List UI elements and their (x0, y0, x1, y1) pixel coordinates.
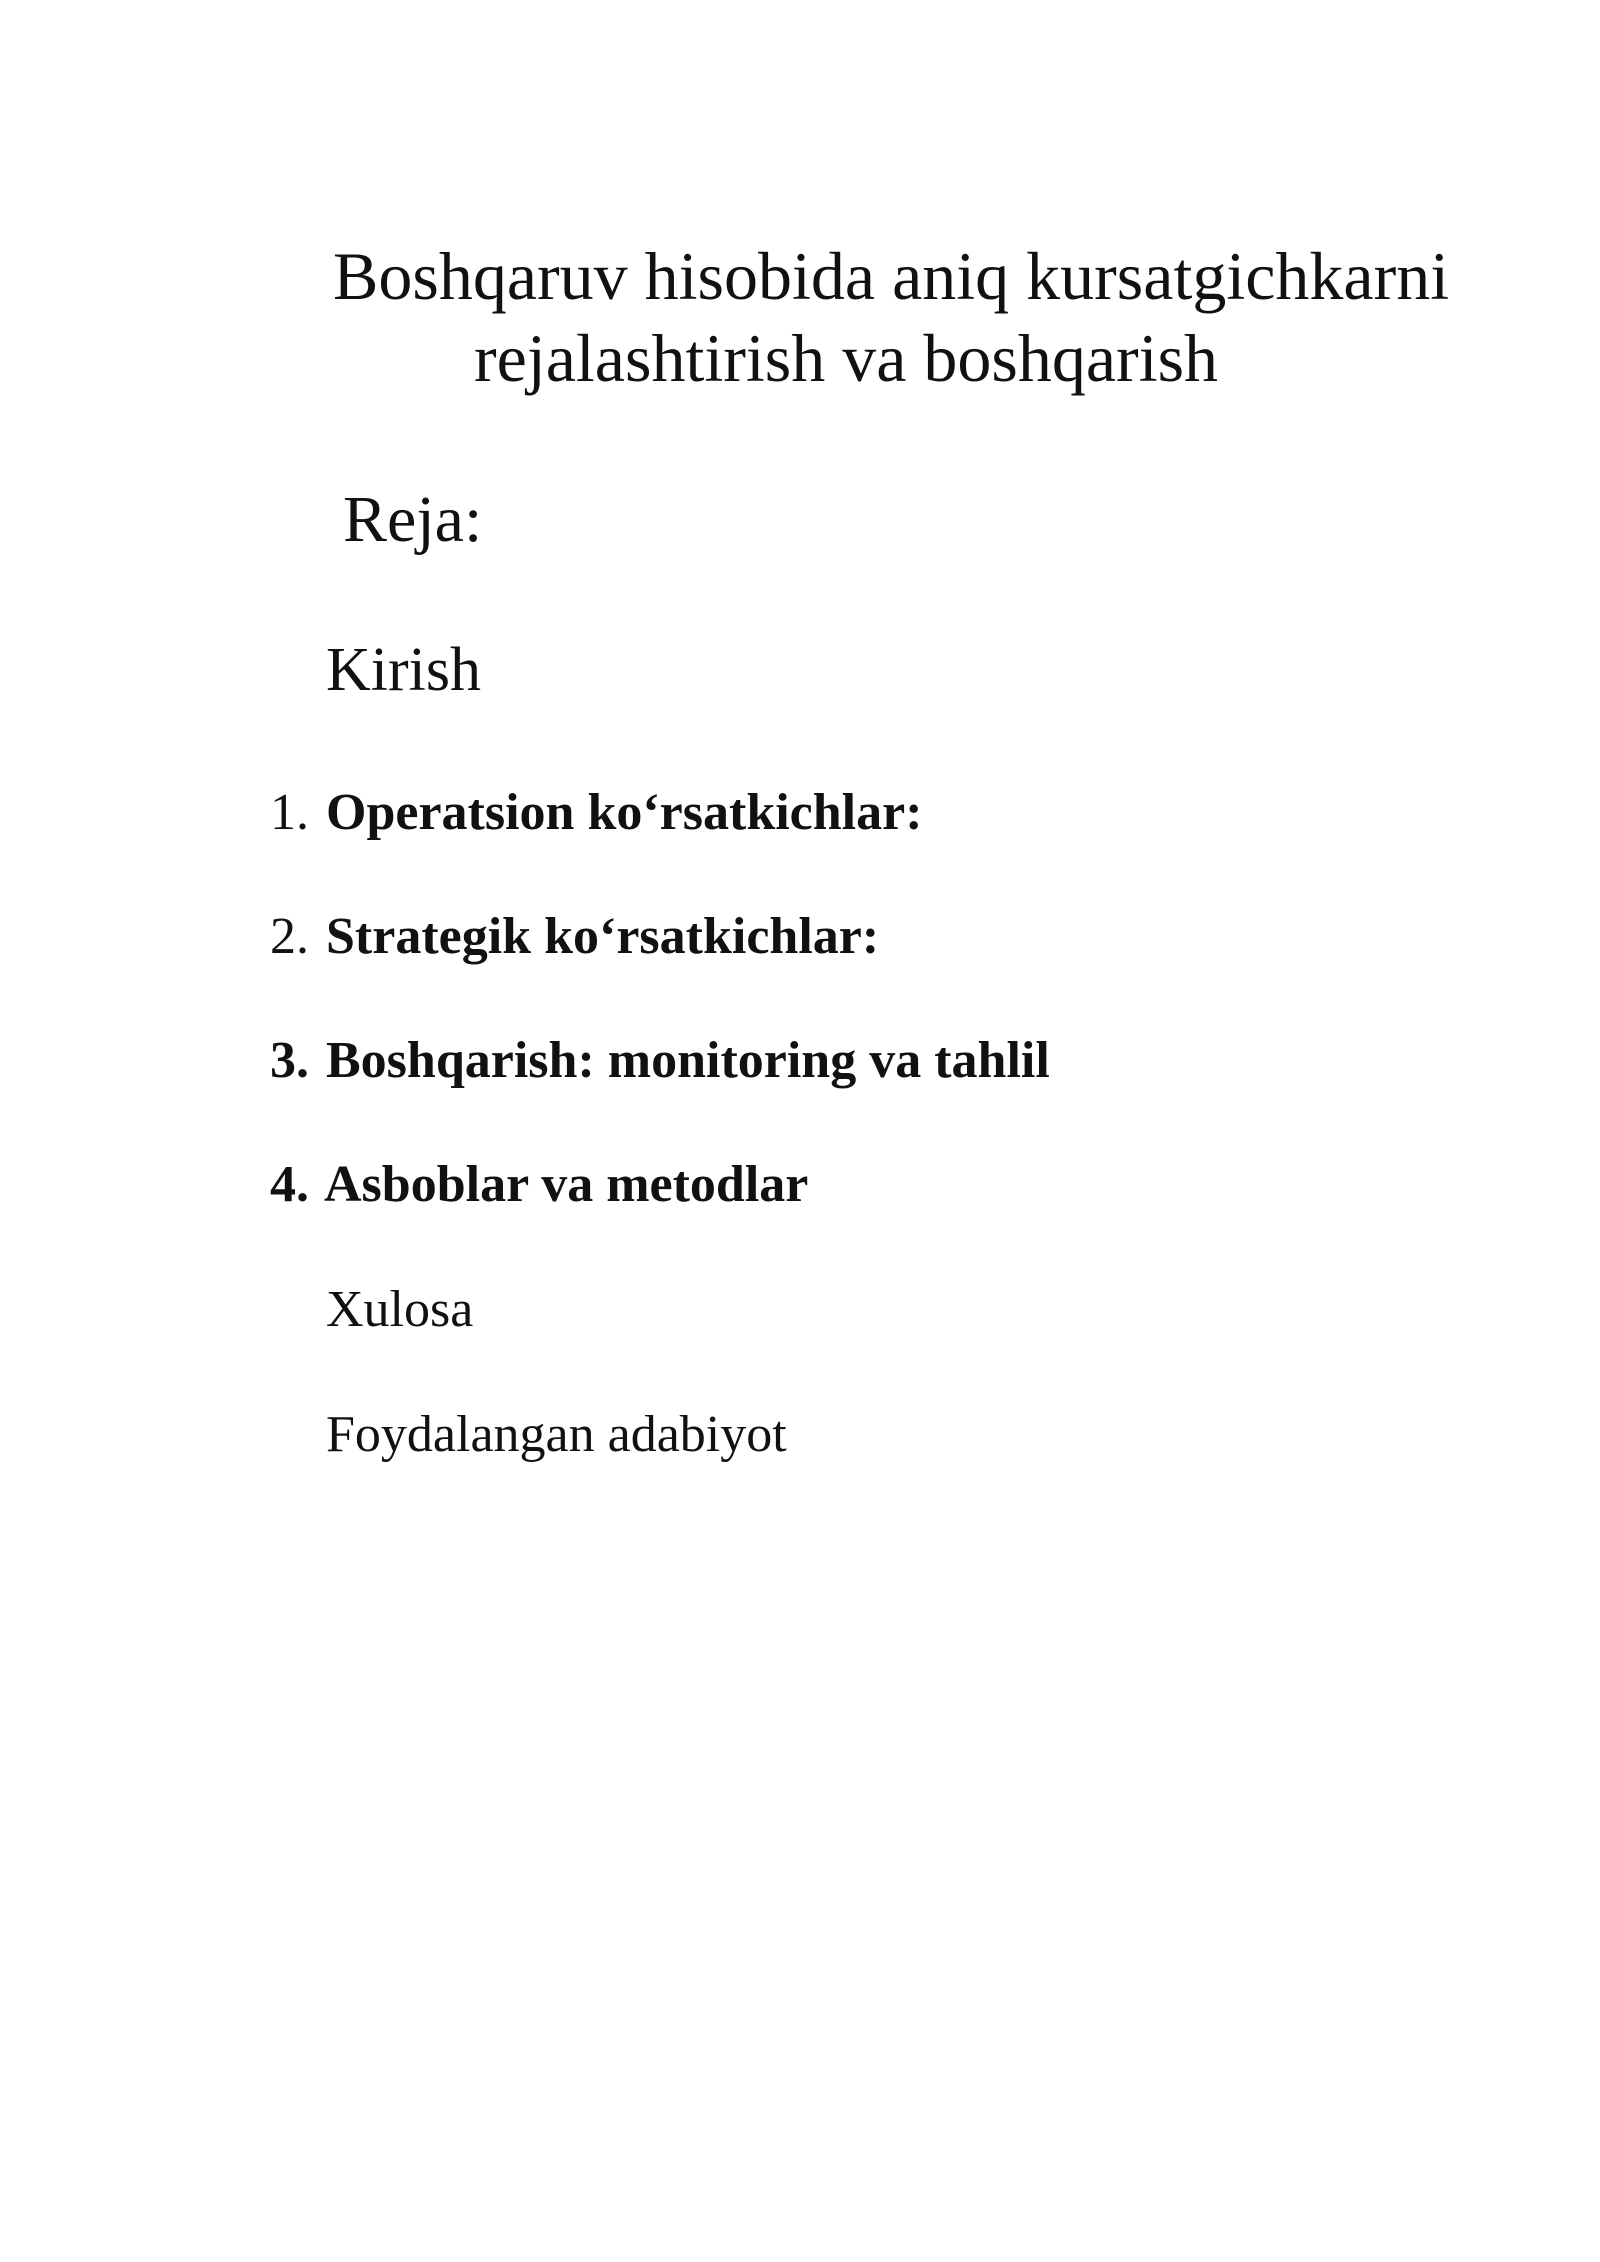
plan-list-item-1 (270, 781, 923, 845)
plan-list-item-3 (270, 1029, 1050, 1093)
plan-list-item-number: 1. (270, 784, 309, 841)
plan-list-item-text: Boshqarish: monitoring va tahlil (326, 1032, 1050, 1089)
conclusion-item: Xulosa (326, 1281, 474, 1338)
plan-list-item-4 (270, 1153, 808, 1217)
plan-list-item-text: Operatsion ko‘rsatkichlar: (326, 784, 923, 841)
plan-list-item-number: 3. (270, 1032, 309, 1089)
plan-list-item-text: Strategik ko‘rsatkichlar: (326, 908, 880, 965)
document-title-line-1: Boshqaruv hisobida aniq kursatgichkarni (333, 238, 1450, 314)
plan-list-item-2 (270, 905, 879, 969)
plan-list-item-text: Asboblar va metodlar (324, 1156, 809, 1213)
intro-item: Kirish (326, 636, 481, 704)
document-title-line-2: rejalashtirish va boshqarish (474, 320, 1219, 396)
plan-list-item-number: 2. (270, 908, 309, 965)
references-item: Foydalangan adabiyot (326, 1406, 787, 1463)
plan-list-item-number: 4. (270, 1156, 309, 1213)
plan-heading: Reja: (343, 483, 483, 556)
